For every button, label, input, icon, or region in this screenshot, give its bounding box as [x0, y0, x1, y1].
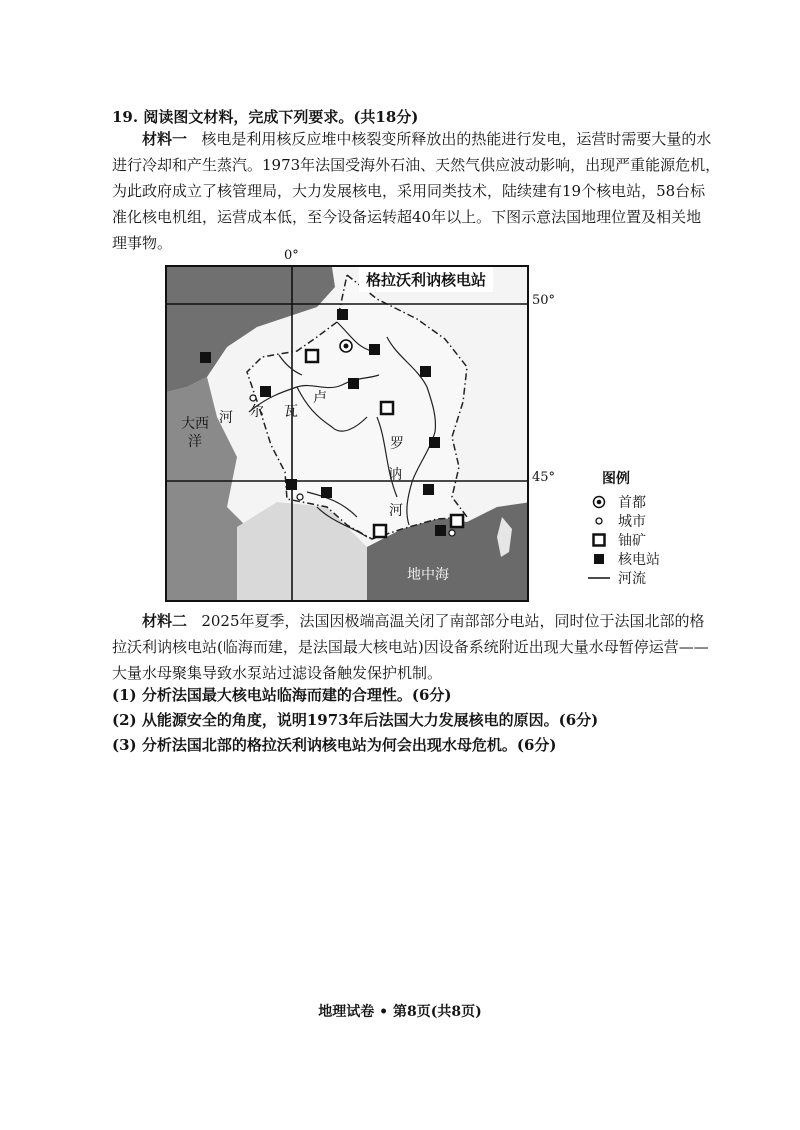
uranium-mine-icon — [451, 515, 463, 527]
nuclear-plant-icon — [423, 484, 434, 495]
loire-label-char: 瓦 — [284, 404, 298, 420]
city-icon — [297, 494, 303, 500]
material-one-line: 理事物。 — [112, 234, 173, 252]
legend-title: 图例 — [602, 471, 630, 487]
atlantic-label: 大西洋 — [181, 416, 209, 450]
nuclear-plant-icon — [348, 378, 359, 389]
latitude-45-label: 45° — [532, 470, 556, 485]
page-footer: 地理试卷 • 第8页(共8页) — [318, 1004, 482, 1020]
legend-item — [588, 549, 678, 568]
legend-label: 铀矿 — [618, 532, 646, 549]
nuclear-plant-icon — [420, 366, 431, 377]
legend-label: 城市 — [618, 513, 646, 530]
sub-question-1: (1) 分析法国最大核电站临海而建的合理性。(6分) — [112, 686, 452, 704]
loire-label-char: 河 — [219, 410, 233, 426]
nuclear-plant-icon — [337, 309, 348, 320]
capital-icon — [588, 495, 610, 509]
mediterranean-label: 地中海 — [407, 567, 449, 583]
material-one-tag: 材料一 — [142, 130, 188, 148]
nuclear-plant-icon — [435, 525, 446, 536]
sub-question-2: (2) 从能源安全的角度，说明1973年后法国大力发展核电的原因。(6分) — [112, 711, 599, 729]
uranium-mine-icon — [381, 402, 393, 414]
uranium-mine-icon — [306, 350, 318, 362]
nuclear-plant-icon — [260, 386, 271, 397]
atlantic-ocean — [167, 377, 247, 602]
uranium-mine-icon — [588, 533, 610, 547]
nuclear-plant-icon — [200, 352, 211, 363]
material-two — [112, 608, 709, 686]
legend-item — [588, 530, 678, 549]
legend-item — [588, 511, 678, 530]
material-one — [112, 126, 720, 256]
city-icon — [588, 514, 610, 528]
legend-label: 核电站 — [618, 551, 660, 568]
uranium-mine-icon — [374, 525, 386, 537]
material-two-tag: 材料二 — [142, 612, 188, 630]
question-heading: 19. 阅读图文材料，完成下列要求。(共18分) — [112, 108, 419, 126]
rhone-label-char: 河 — [389, 503, 403, 519]
rhone-label-char: 讷 — [388, 467, 402, 483]
river-icon — [588, 573, 610, 583]
map-legend — [588, 468, 678, 587]
nuclear-plant-icon — [588, 552, 610, 566]
latitude-50-label: 50° — [532, 293, 556, 308]
legend-item — [588, 568, 678, 587]
rhone-label-char: 罗 — [390, 436, 404, 452]
material-one-line: 为此政府成立了核管理局，大力发展核电，采用同类技术，陆续建有19个核电站，58台标 — [112, 182, 706, 200]
gravelines-callout: 格拉沃利讷核电站 — [359, 267, 493, 292]
material-one-line: 材料一 核电是利用核反应堆中核裂变所释放出的热能进行发电，运营时需要大量的水 — [142, 130, 712, 148]
material-one-line: 准化核电机组，运营成本低，至今设备运转超40年以上。下图示意法国地理位置及相关地 — [112, 208, 702, 226]
nuclear-plant-icon — [369, 344, 380, 355]
sub-question-3: (3) 分析法国北部的格拉沃利讷核电站为何会出现水母危机。(6分) — [112, 736, 557, 754]
city-icon — [449, 530, 455, 536]
france-map — [165, 265, 529, 602]
loire-label-char: 卢 — [313, 390, 327, 406]
legend-label: 首都 — [618, 494, 646, 511]
material-two-line: 拉沃利讷核电站(临海而建，是法国最大核电站)因设备系统附近出现大量水母暂停运营—— — [112, 638, 709, 656]
nuclear-plant-icon — [286, 479, 297, 490]
material-one-line: 进行冷却和产生蒸汽。1973年法国受海外石油、天然气供应波动影响，出现严重能源危机， — [112, 156, 721, 174]
nuclear-plant-icon — [429, 437, 440, 448]
legend-item — [588, 492, 678, 511]
longitude-label: 0° — [284, 248, 299, 263]
loire-label-char: 尔 — [250, 404, 264, 420]
material-two-line: 材料二 2025年夏季，法国因极端高温关闭了南部部分电站，同时位于法国北部的格 — [142, 612, 705, 630]
nuclear-plant-icon — [321, 487, 332, 498]
material-two-line: 大量水母聚集导致水泵站过滤设备触发保护机制。 — [112, 664, 443, 682]
map-drawing — [167, 267, 529, 602]
legend-label: 河流 — [618, 570, 646, 587]
